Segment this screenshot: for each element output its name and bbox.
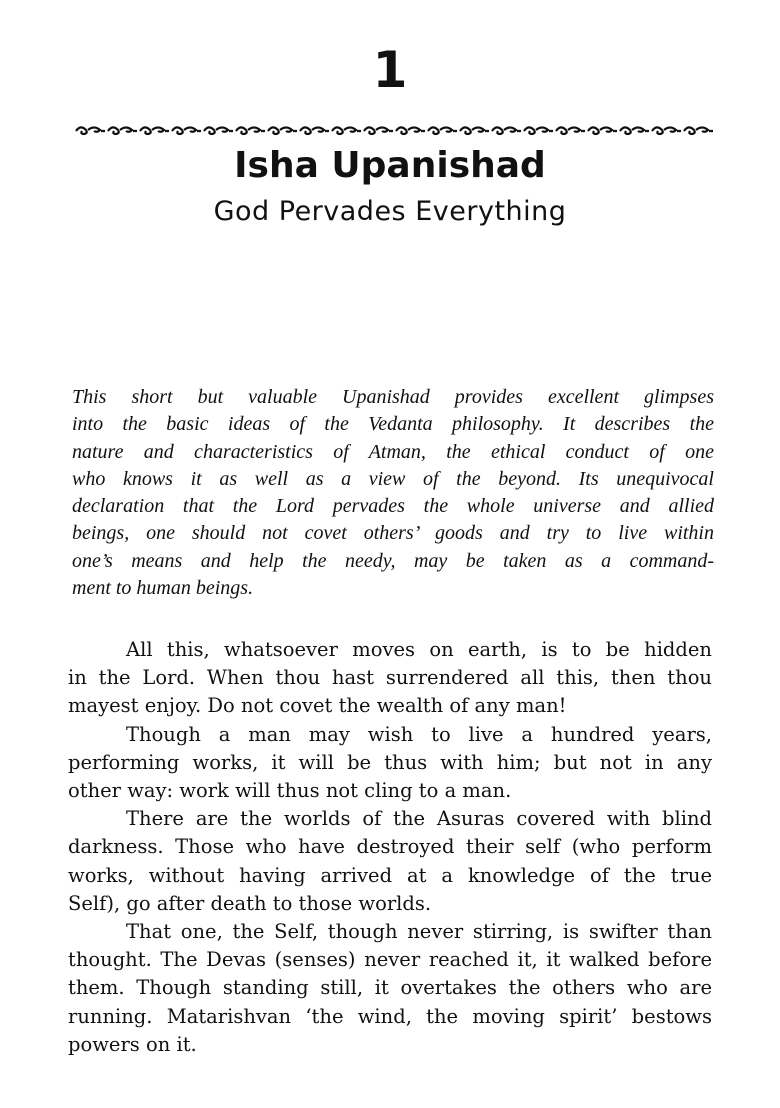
ornament-motif bbox=[620, 127, 649, 134]
text-line: who knows it as well as a view of the beyond. Its unequivocal bbox=[72, 467, 714, 490]
text-line: Self), go after death to those worlds. bbox=[68, 891, 432, 915]
body-text bbox=[68, 636, 712, 1059]
text-line: powers on it. bbox=[68, 1032, 197, 1056]
text-line: darkness. Those who have destroyed their self (who perform bbox=[68, 835, 712, 859]
text-line: ment to human beings. bbox=[72, 577, 254, 600]
text-line: beings, one should not covet others’ goods and try to live within bbox=[72, 522, 714, 545]
text-line: mayest enjoy. Do not covet the wealth of any man! bbox=[68, 694, 567, 718]
ornament-motif bbox=[140, 127, 169, 134]
chapter-subtitle: God Pervades Everything bbox=[213, 196, 567, 227]
chapter-title: Isha Upanishad bbox=[234, 145, 546, 186]
text-line: declaration that the Lord pervades the whole universe and allied bbox=[72, 495, 714, 518]
text-line: them. Though standing still, it overtakes the others who are bbox=[68, 976, 712, 1000]
ornament-motif bbox=[684, 127, 713, 134]
text-line: in the Lord. When thou hast surrendered all this, then thou bbox=[68, 666, 712, 690]
ornament-motif bbox=[172, 127, 201, 134]
ornament-motif bbox=[332, 127, 361, 134]
text-line: All this, whatsoever moves on earth, is to be hidden bbox=[126, 638, 712, 661]
ornament-motif bbox=[76, 127, 105, 134]
text-line: That one, the Self, though never stirring, is swifter than bbox=[126, 920, 712, 944]
ornament-motif bbox=[556, 127, 585, 134]
ornament-motif bbox=[428, 127, 457, 134]
ornament-motif bbox=[300, 127, 329, 134]
ornament-motif bbox=[204, 127, 233, 134]
text-line: performing works, it will be thus with him; but not in any bbox=[68, 750, 712, 774]
ornament-motif bbox=[492, 127, 521, 134]
ornament-motif bbox=[364, 127, 393, 134]
ornament-motif bbox=[108, 127, 137, 134]
text-line: There are the worlds of the Asuras covered with blind bbox=[126, 807, 712, 831]
ornament-motif bbox=[460, 127, 489, 134]
ornament-motif bbox=[268, 127, 297, 134]
ornament-motif bbox=[396, 127, 425, 134]
intro-paragraph bbox=[72, 384, 714, 602]
text-line: other way: work will thus not cling to a man. bbox=[68, 779, 512, 803]
text-line: thought. The Devas (senses) never reached it, it walked before bbox=[68, 948, 712, 972]
text-line: one’s means and help the needy, may be taken as a command- bbox=[72, 549, 714, 572]
text-line: This short but valuable Upanishad provides excellent glimpses bbox=[72, 386, 714, 408]
text-line: works, without having arrived at a knowledge of the true bbox=[68, 863, 712, 887]
text-line: into the basic ideas of the Vedanta philosophy. It describes the bbox=[72, 413, 714, 436]
ornament-motif bbox=[588, 127, 617, 134]
text-line: Though a man may wish to live a hundred years, bbox=[126, 722, 712, 746]
text-line: running. Matarishvan ‘the wind, the moving spirit’ bestows bbox=[68, 1004, 712, 1028]
ornament-motif bbox=[524, 127, 553, 134]
ornament-motif bbox=[652, 127, 681, 134]
ornament-divider bbox=[72, 124, 714, 136]
ornament-motif bbox=[236, 127, 265, 134]
text-line: nature and characteristics of Atman, the ethical conduct of one bbox=[72, 440, 714, 463]
chapter-number: 1 bbox=[372, 41, 408, 99]
